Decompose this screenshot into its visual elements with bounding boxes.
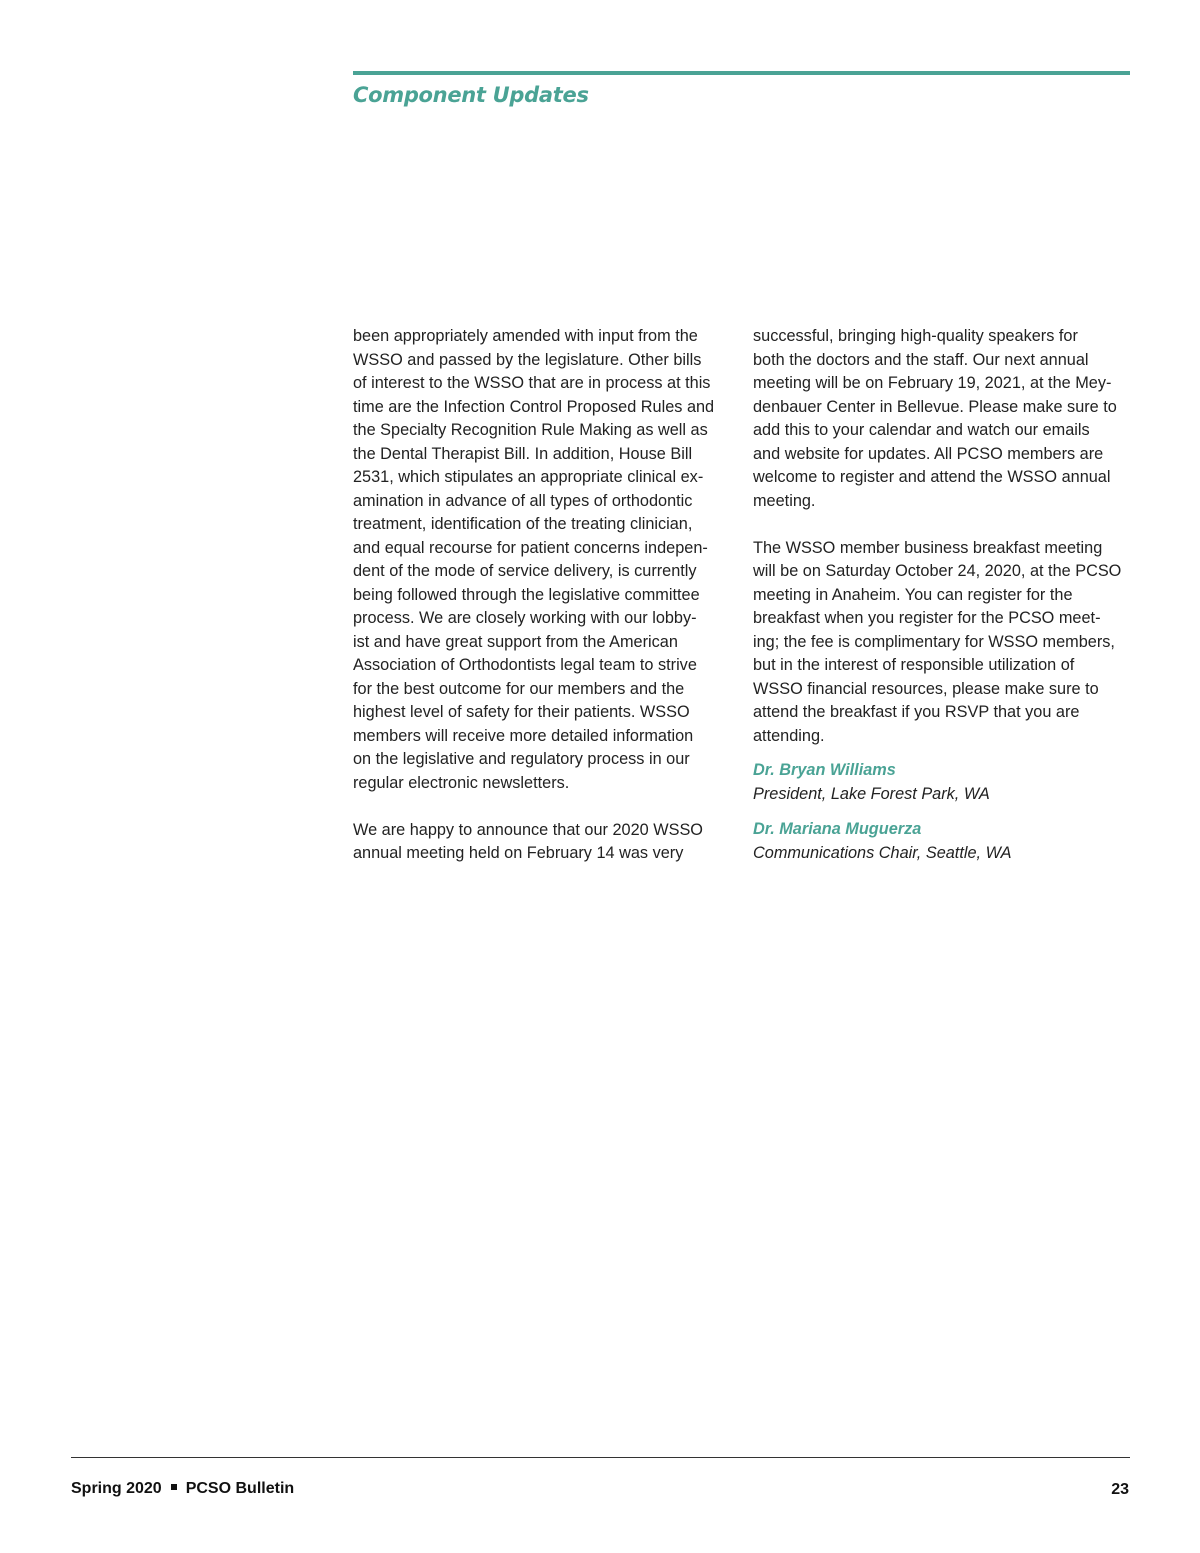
text-line: both the doctors and the staff. Our next annual — [753, 350, 1089, 369]
text-line: of interest to the WSSO that are in process at this — [353, 374, 711, 392]
text-line: process. We are closely working with our lobby- — [353, 609, 697, 627]
footer-publication-info — [71, 1480, 294, 1498]
text-line: but in the interest of responsible utilization of — [753, 656, 1075, 674]
text-line: amination in advance of all types of orthodontic — [353, 491, 693, 510]
text-line: will be on Saturday October 24, 2020, at the PCSO — [753, 562, 1122, 580]
top-rule — [353, 71, 1130, 75]
text-line: being followed through the legislative committee — [353, 585, 700, 604]
section-title: Component Updates — [353, 83, 589, 107]
text-line: the Specialty Recognition Rule Making as well as — [353, 421, 708, 439]
footer-issue: Spring 2020 — [71, 1480, 162, 1497]
paragraph-annual-meeting-continued — [753, 325, 1135, 513]
text-line: successful, bringing high-quality speakers for — [753, 327, 1078, 345]
signature-president — [753, 759, 1135, 806]
text-line: meeting. — [753, 491, 816, 510]
paragraph-breakfast-meeting — [753, 537, 1135, 749]
text-line: We are happy to announce that our 2020 WSSO — [353, 820, 703, 839]
text-line: add this to your calendar and watch our emails — [753, 421, 1090, 439]
square-bullet-icon — [171, 1484, 177, 1490]
text-line: breakfast when you register for the PCSO meet- — [753, 609, 1101, 627]
text-line: denbauer Center in Bellevue. Please make sure to — [753, 397, 1117, 416]
text-line: attending. — [753, 726, 825, 745]
text-line: treatment, identification of the treating clinician, — [353, 515, 693, 533]
text-line: The WSSO member business breakfast meeting — [753, 538, 1103, 557]
text-line: and website for updates. All PCSO members are — [753, 444, 1104, 463]
text-line: for the best outcome for our members and the — [353, 679, 685, 698]
text-line: regular electronic newsletters. — [353, 773, 570, 792]
text-line: welcome to register and attend the WSSO annual — [753, 468, 1111, 486]
text-line: attend the breakfast if you RSVP that you are — [753, 703, 1080, 721]
text-line: the Dental Therapist Bill. In addition, House Bill — [353, 444, 693, 463]
signer-name: Dr. Bryan Williams — [753, 761, 896, 779]
paragraph-annual-meeting — [353, 819, 733, 866]
text-line: members will receive more detailed information — [353, 726, 694, 745]
signature-communications-chair — [753, 818, 1135, 865]
text-line: annual meeting held on February 14 was very — [353, 844, 684, 862]
footer-rule — [71, 1457, 1130, 1458]
text-line: ing; the fee is complimentary for WSSO members, — [753, 632, 1115, 651]
page-number: 23 — [1111, 1481, 1129, 1498]
text-line: dent of the mode of service delivery, is currently — [353, 562, 697, 580]
text-line: ist and have great support from the American — [353, 632, 678, 651]
text-line: 2531, which stipulates an appropriate clinical ex- — [353, 468, 704, 486]
text-line: Association of Orthodontists legal team to strive — [353, 656, 697, 674]
text-line: meeting will be on February 19, 2021, at the Mey- — [753, 374, 1112, 392]
text-line: and equal recourse for patient concerns indepen- — [353, 538, 708, 557]
text-line: meeting in Anaheim. You can register for the — [753, 585, 1073, 604]
signer-role: Communications Chair, Seattle, WA — [753, 843, 1012, 862]
footer-publication: PCSO Bulletin — [185, 1480, 295, 1497]
article-left-column — [353, 325, 733, 889]
text-line: on the legislative and regulatory process in our — [353, 750, 690, 768]
text-line: WSSO and passed by the legislature. Other bills — [353, 350, 702, 369]
article-right-column — [753, 325, 1135, 877]
paragraph-legislation — [353, 325, 733, 795]
text-line: been appropriately amended with input from the — [353, 327, 698, 345]
text-line: time are the Infection Control Proposed Rules and — [353, 397, 715, 416]
text-line: WSSO financial resources, please make sure to — [753, 679, 1099, 698]
signer-name: Dr. Mariana Muguerza — [753, 820, 922, 838]
text-line: highest level of safety for their patients. WSSO — [353, 703, 690, 721]
signer-role: President, Lake Forest Park, WA — [753, 784, 990, 803]
